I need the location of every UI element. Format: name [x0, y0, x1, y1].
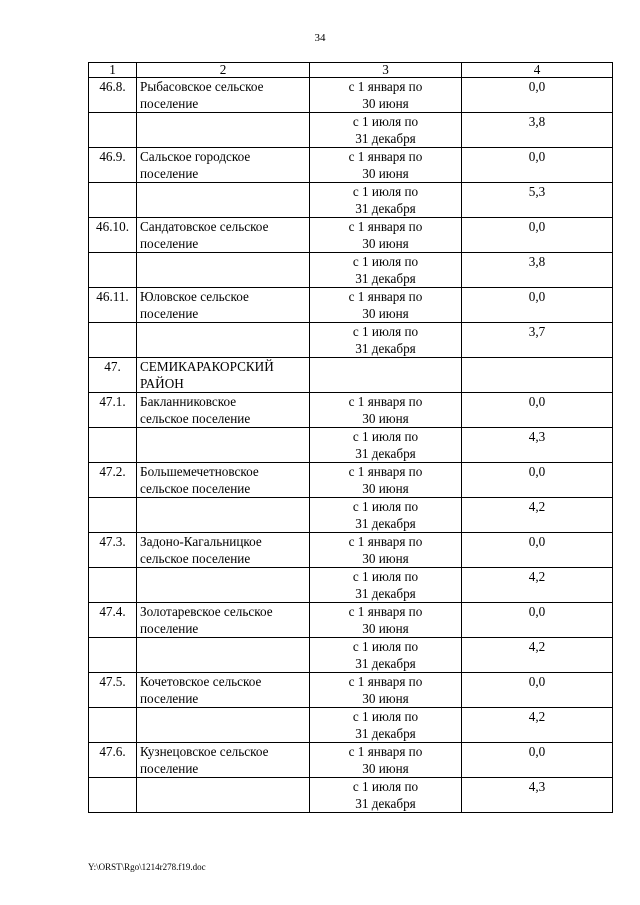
file-path-footer: Y:\ORST\Rgo\1214r278.f19.doc — [88, 862, 206, 872]
row-number: 47.5. — [89, 673, 137, 708]
table-row — [89, 533, 613, 568]
period-cell: с 1 января по 30 июня — [310, 463, 462, 498]
table-row — [89, 78, 613, 113]
value-cell: 0,0 — [462, 288, 613, 323]
period-cell: с 1 июля по 31 декабря — [310, 638, 462, 673]
period-cell: с 1 января по 30 июня — [310, 743, 462, 778]
row-number — [89, 568, 137, 603]
period-cell: с 1 июля по 31 декабря — [310, 778, 462, 813]
period-cell: с 1 июля по 31 декабря — [310, 428, 462, 463]
period-cell: с 1 июля по 31 декабря — [310, 253, 462, 288]
table-row — [89, 183, 613, 218]
table-row — [89, 778, 613, 813]
row-number: 47.6. — [89, 743, 137, 778]
period-cell: с 1 июля по 31 декабря — [310, 708, 462, 743]
value-cell: 4,2 — [462, 498, 613, 533]
row-number: 47.3. — [89, 533, 137, 568]
value-cell — [462, 358, 613, 393]
column-header: 3 — [310, 63, 462, 78]
period-cell: с 1 января по 30 июня — [310, 78, 462, 113]
value-cell: 0,0 — [462, 218, 613, 253]
settlement-name: Кочетовское сельское поселение — [137, 673, 310, 708]
table-row — [89, 638, 613, 673]
settlement-name — [137, 708, 310, 743]
settlement-name — [137, 638, 310, 673]
settlement-name — [137, 323, 310, 358]
table-row — [89, 253, 613, 288]
period-cell: с 1 января по 30 июня — [310, 393, 462, 428]
value-cell: 5,3 — [462, 183, 613, 218]
period-cell — [310, 358, 462, 393]
settlement-name: Кузнецовское сельское поселение — [137, 743, 310, 778]
period-cell: с 1 июля по 31 декабря — [310, 498, 462, 533]
row-number: 46.8. — [89, 78, 137, 113]
settlement-name — [137, 778, 310, 813]
row-number: 47. — [89, 358, 137, 393]
page-number: 34 — [314, 32, 326, 44]
table-row — [89, 463, 613, 498]
settlement-name: Золотаревское сельское поселение — [137, 603, 310, 638]
row-number — [89, 113, 137, 148]
period-cell: с 1 июля по 31 декабря — [310, 183, 462, 218]
data-table — [88, 62, 613, 813]
table-row — [89, 603, 613, 638]
row-number — [89, 638, 137, 673]
column-header: 4 — [462, 63, 613, 78]
row-number — [89, 778, 137, 813]
settlement-name: Юловское сельское поселение — [137, 288, 310, 323]
table-row — [89, 113, 613, 148]
value-cell: 4,2 — [462, 708, 613, 743]
settlement-name — [137, 428, 310, 463]
table-row — [89, 148, 613, 183]
row-number — [89, 183, 137, 218]
period-cell: с 1 января по 30 июня — [310, 603, 462, 638]
settlement-name: Сальское городское поселение — [137, 148, 310, 183]
value-cell: 0,0 — [462, 533, 613, 568]
row-number: 47.1. — [89, 393, 137, 428]
settlement-name — [137, 183, 310, 218]
table-row — [89, 708, 613, 743]
row-number — [89, 428, 137, 463]
value-cell: 0,0 — [462, 148, 613, 183]
value-cell: 0,0 — [462, 78, 613, 113]
settlement-name: Рыбасовское сельское поселение — [137, 78, 310, 113]
column-header: 2 — [137, 63, 310, 78]
table-row — [89, 358, 613, 393]
row-number: 47.2. — [89, 463, 137, 498]
table-row — [89, 393, 613, 428]
value-cell: 4,3 — [462, 428, 613, 463]
period-cell: с 1 января по 30 июня — [310, 288, 462, 323]
column-header: 1 — [89, 63, 137, 78]
period-cell: с 1 января по 30 июня — [310, 533, 462, 568]
period-cell: с 1 июля по 31 декабря — [310, 568, 462, 603]
table-row — [89, 428, 613, 463]
row-number — [89, 498, 137, 533]
value-cell: 0,0 — [462, 743, 613, 778]
settlement-name: Большемечетновское сельское поселение — [137, 463, 310, 498]
value-cell: 0,0 — [462, 603, 613, 638]
settlement-name: СЕМИКАРАКОРСКИЙ РАЙОН — [137, 358, 310, 393]
value-cell: 4,3 — [462, 778, 613, 813]
value-cell: 0,0 — [462, 673, 613, 708]
row-number — [89, 708, 137, 743]
settlement-name: Бакланниковское сельское поселение — [137, 393, 310, 428]
period-cell: с 1 июля по 31 декабря — [310, 113, 462, 148]
table-header-row — [89, 63, 613, 78]
settlement-name: Задоно-Кагальницкое сельское поселение — [137, 533, 310, 568]
value-cell: 3,7 — [462, 323, 613, 358]
table-row — [89, 498, 613, 533]
value-cell: 3,8 — [462, 113, 613, 148]
value-cell: 0,0 — [462, 393, 613, 428]
value-cell: 4,2 — [462, 638, 613, 673]
table-row — [89, 288, 613, 323]
row-number: 46.9. — [89, 148, 137, 183]
value-cell: 4,2 — [462, 568, 613, 603]
row-number: 46.11. — [89, 288, 137, 323]
value-cell: 3,8 — [462, 253, 613, 288]
value-cell: 0,0 — [462, 463, 613, 498]
table-row — [89, 218, 613, 253]
settlement-name: Сандатовское сельское поселение — [137, 218, 310, 253]
row-number: 47.4. — [89, 603, 137, 638]
settlement-name — [137, 498, 310, 533]
table-row — [89, 673, 613, 708]
settlement-name — [137, 113, 310, 148]
table-row — [89, 568, 613, 603]
period-cell: с 1 января по 30 июня — [310, 218, 462, 253]
period-cell: с 1 января по 30 июня — [310, 673, 462, 708]
row-number: 46.10. — [89, 218, 137, 253]
row-number — [89, 253, 137, 288]
settlement-name — [137, 568, 310, 603]
period-cell: с 1 января по 30 июня — [310, 148, 462, 183]
row-number — [89, 323, 137, 358]
table-row — [89, 323, 613, 358]
period-cell: с 1 июля по 31 декабря — [310, 323, 462, 358]
settlement-name — [137, 253, 310, 288]
table-row — [89, 743, 613, 778]
